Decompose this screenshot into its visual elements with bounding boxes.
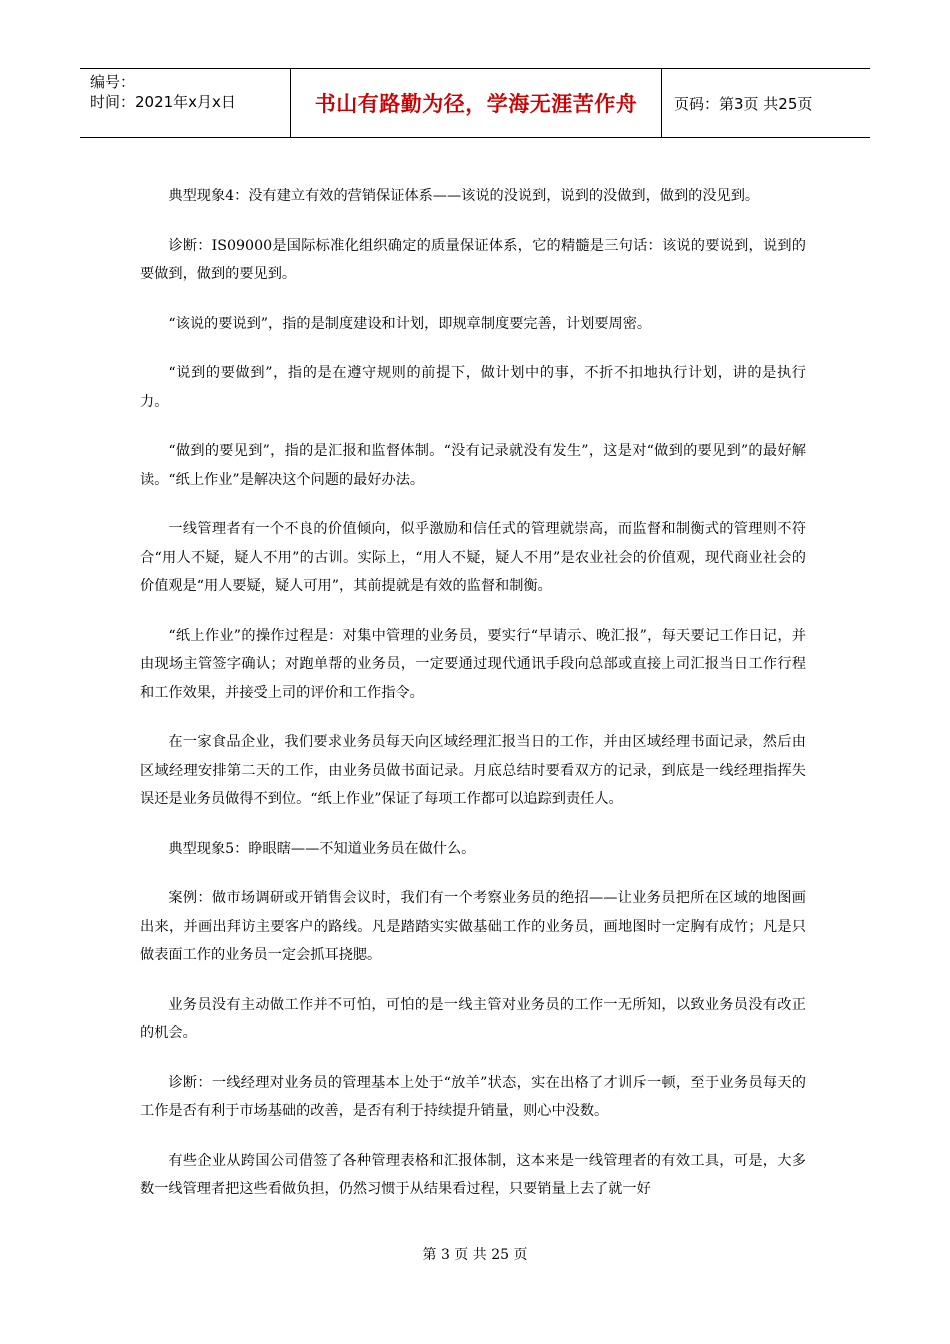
page-header xyxy=(80,68,870,138)
paragraph-diagnosis-iso: 诊断：IS09000是国际标准化组织确定的质量保证体系，它的精髓是三句话：该说的要说到，说到的要做到，做到的要见到。 xyxy=(140,237,806,282)
document-number-label: 编号： xyxy=(90,73,136,91)
paragraph-diagnosis-grazing: 诊断：一线经理对业务员的管理基本上处于“放羊”状态，实在出格了才训斥一顿，至于业务员每天的工作是否有利于市场基础的改善，是否有利于持续提升销量，则心中没数。 xyxy=(140,1074,806,1119)
paragraph-value-tendency: 一线管理者有一个不良的价值倾向，似乎激励和信任式的管理就崇高，而监督和制衡式的管理则不符合“用人不疑，疑人不用”的古训。实际上，“用人不疑，疑人不用”是农业社会的价值观，现代商业社会的价值观是“用人要疑，疑人可用”，其前提就是有效的监督和制衡。 xyxy=(140,521,806,594)
paragraph-should-say: “该说的要说到”，指的是制度建设和计划，即规章制度要完善，计划要周密。 xyxy=(168,315,652,332)
paragraph-typical-phenomenon-4: 典型现象4：没有建立有效的营销保证体系——该说的没说到，说到的没做到，做到的没见到。 xyxy=(168,188,760,204)
page-footer: 第 3 页 共 25 页 xyxy=(422,1247,528,1263)
header-motto: 书山有路勤为径，学海无涯苦作舟 xyxy=(290,69,662,137)
paragraph-typical-phenomenon-5: 典型现象5：睁眼瞎——不知道业务员在做什么。 xyxy=(168,840,476,857)
paragraph-done-seen: “做到的要见到”，指的是汇报和监督体制。“没有记录就没有发生”，这是对“做到的要见到”的最好解读。“纸上作业”是解决这个问题的最好办法。 xyxy=(140,443,806,488)
document-time: 时间：2021年x月x日 xyxy=(90,93,236,111)
paragraph-paper-work-process: “纸上作业”的操作过程是：对集中管理的业务员，要实行“早请示、晚汇报”，每天要记工作日记，并由现场主管签字确认；对跑单帮的业务员，一定要通过现代通讯手段向总部或直接上司汇报当日工作行程和工作效果，并接受上司的评价和工作指令。 xyxy=(140,627,806,701)
paragraph-salesperson-initiative: 业务员没有主动做工作并不可怕，可怕的是一线主管对业务员的工作一无所知，以致业务员没有改正的机会。 xyxy=(140,996,806,1041)
header-meta xyxy=(80,69,290,137)
paragraph-said-do: “说到的要做到”，指的是在遵守规则的前提下，做计划中的事，不折不扣地执行计划，讲的是执行力。 xyxy=(140,365,806,410)
header-page-info: 页码：第3页 共25页 xyxy=(674,94,813,113)
document-body xyxy=(140,182,806,1225)
paragraph-case-map: 案例：做市场调研或开销售会议时，我们有一个考察业务员的绝招——让业务员把所在区域的地图画出来，并画出拜访主要客户的路线。凡是踏踏实实做基础工作的业务员，画地图时一定胸有成竹；凡是只做表面工作的业务员一定会抓耳挠腮。 xyxy=(140,890,806,963)
paragraph-management-forms: 有些企业从跨国公司借签了各种管理表格和汇报体制，这本来是一线管理者的有效工具，可是，大多数一线管理者把这些看做负担，仍然习惯于从结果看过程，只要销量上去了就一好 xyxy=(140,1152,806,1197)
paragraph-food-company-case: 在一家食品企业，我们要求业务员每天向区域经理汇报当日的工作，并由区域经理书面记录，然后由区域经理安排第二天的工作，由业务员做书面记录。月底总结时要看双方的记录，到底是一线经理指挥失误还是业务员做得不到位。“纸上作业”保证了每项工作都可以追踪到责任人。 xyxy=(140,734,806,807)
